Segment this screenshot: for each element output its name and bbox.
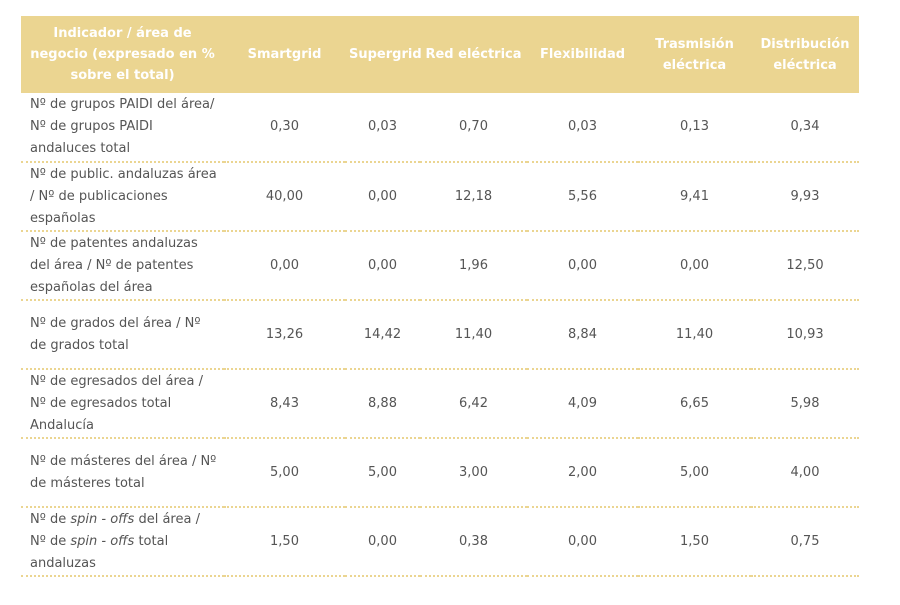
row-label: Nº de grupos PAIDI del área/ Nº de grupos PAIDI andaluces total [21,93,224,162]
header-row [21,16,859,93]
table-row [21,507,859,576]
cell-smartgrid: 13,26 [224,300,345,369]
cell-distribucion-electrica: 10,93 [751,300,859,369]
cell-supergrid: 0,00 [345,231,420,300]
cell-distribucion-electrica: 0,75 [751,507,859,576]
header-distribucion-electrica: Distribución eléctrica [760,36,850,73]
cell-distribucion-electrica: 5,98 [751,369,859,438]
cell-smartgrid: 0,30 [224,93,345,162]
label-text-italic: spin - offs [70,511,135,527]
cell-trasmision-electrica: 11,40 [638,300,751,369]
row-label: Nº de public. andaluzas área / Nº de publicaciones españolas [21,162,224,231]
cell-red-electrica: 11,40 [420,300,527,369]
cell-supergrid: 0,00 [345,162,420,231]
table-row [21,438,859,507]
table-row [21,93,859,162]
cell-supergrid: 14,42 [345,300,420,369]
table-body [21,93,859,576]
label-text: Nº de [30,511,71,527]
header-red-electrica: Red eléctrica [425,47,522,62]
cell-red-electrica: 0,38 [420,507,527,576]
label-text: total andaluzas [30,533,169,571]
cell-trasmision-electrica: 0,00 [638,231,751,300]
table-header [21,16,859,93]
cell-smartgrid: 1,50 [224,507,345,576]
cell-flexibilidad: 2,00 [527,438,638,507]
cell-supergrid: 5,00 [345,438,420,507]
cell-supergrid: 0,00 [345,507,420,576]
cell-red-electrica: 6,42 [420,369,527,438]
cell-flexibilidad: 0,03 [527,93,638,162]
cell-distribucion-electrica: 12,50 [751,231,859,300]
cell-smartgrid: 8,43 [224,369,345,438]
cell-supergrid: 0,03 [345,93,420,162]
label-text-italic: spin - offs [70,533,135,549]
cell-flexibilidad: 4,09 [527,369,638,438]
row-label [21,507,224,576]
cell-distribucion-electrica: 4,00 [751,438,859,507]
header-smartgrid: Smartgrid [247,47,322,62]
indicators-table [21,16,859,577]
cell-flexibilidad: 0,00 [527,507,638,576]
cell-distribucion-electrica: 9,93 [751,162,859,231]
cell-distribucion-electrica: 0,34 [751,93,859,162]
row-label: Nº de patentes andaluzas del área / Nº de patentes españolas del área [21,231,224,300]
row-label: Nº de másteres del área / Nº de másteres total [21,438,224,507]
cell-flexibilidad: 5,56 [527,162,638,231]
header-flexibilidad: Flexibilidad [539,47,626,62]
header-indicator: Indicador / área de negocio (expresado en % sobre el total) [30,26,215,83]
table-row [21,162,859,231]
row-label: Nº de egresados del área / Nº de egresados total Andalucía [21,369,224,438]
cell-supergrid: 8,88 [345,369,420,438]
cell-smartgrid: 0,00 [224,231,345,300]
cell-trasmision-electrica: 6,65 [638,369,751,438]
cell-smartgrid: 5,00 [224,438,345,507]
cell-red-electrica: 1,96 [420,231,527,300]
cell-red-electrica: 3,00 [420,438,527,507]
table-row [21,300,859,369]
cell-red-electrica: 12,18 [420,162,527,231]
table-row [21,369,859,438]
table-row [21,231,859,300]
cell-trasmision-electrica: 0,13 [638,93,751,162]
label-text: del área / Nº de [30,511,200,549]
cell-trasmision-electrica: 1,50 [638,507,751,576]
cell-smartgrid: 40,00 [224,162,345,231]
header-trasmision-electrica: Trasmisión eléctrica [655,36,734,73]
cell-flexibilidad: 8,84 [527,300,638,369]
cell-flexibilidad: 0,00 [527,231,638,300]
header-supergrid: Supergrid [349,47,422,62]
row-label: Nº de grados del área / Nº de grados total [21,300,224,369]
cell-trasmision-electrica: 9,41 [638,162,751,231]
cell-trasmision-electrica: 5,00 [638,438,751,507]
cell-red-electrica: 0,70 [420,93,527,162]
